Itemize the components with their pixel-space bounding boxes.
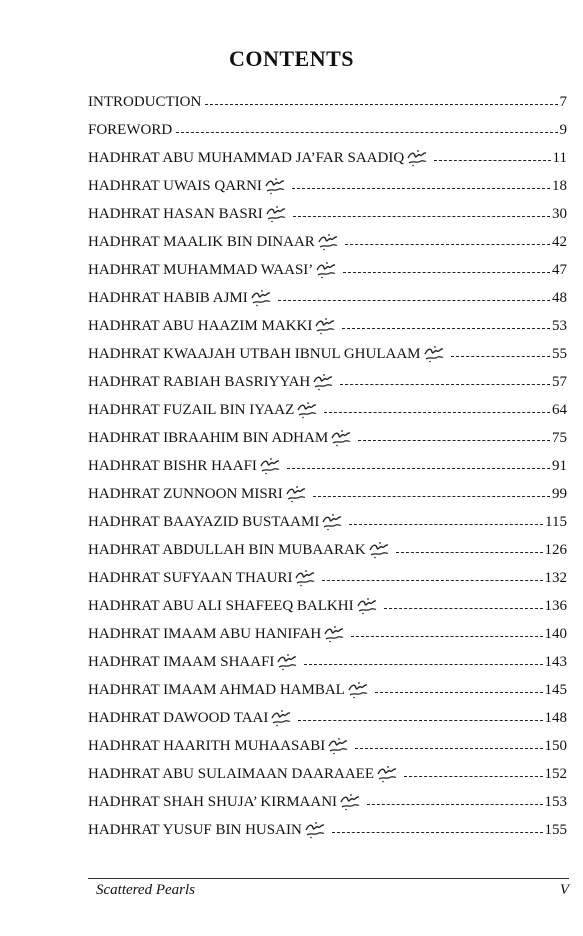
toc-page-number: 57 (552, 373, 567, 390)
dot-leader (404, 776, 543, 777)
dot-leader (345, 244, 550, 245)
dot-leader (313, 496, 550, 497)
toc-entry (88, 256, 567, 284)
toc-entry-title: HADHRAT DAWOOD TAAI (88, 709, 269, 726)
toc-page-number: 115 (545, 513, 567, 530)
toc-entry (88, 116, 567, 144)
footer-book-title: Scattered Pearls (96, 882, 196, 898)
toc-page-number: 150 (544, 737, 567, 754)
toc-page-number: 11 (552, 149, 567, 166)
toc-entry (88, 312, 567, 340)
toc-page-number: 9 (559, 121, 567, 138)
dot-leader (293, 216, 550, 217)
honorific-calligraphy-icon (356, 597, 378, 615)
toc-entry-title: HADHRAT MUHAMMAD WAASI’ (88, 261, 314, 278)
dot-leader (298, 720, 542, 721)
toc-entry-title: HADHRAT HAARITH MUHAASABI (88, 737, 326, 754)
honorific-calligraphy-icon (323, 625, 345, 643)
toc-page-number: 7 (559, 93, 567, 110)
toc-entry-title: HADHRAT RABIAH BASRIYYAH (88, 373, 311, 390)
toc-page-number: 75 (552, 429, 567, 446)
toc-entry (88, 396, 567, 424)
dot-leader (343, 272, 550, 273)
toc-page-number: 48 (552, 289, 567, 306)
toc-entry-title: HADHRAT UWAIS QARNI (88, 177, 262, 194)
toc-entry (88, 788, 567, 816)
toc-entry (88, 648, 567, 676)
honorific-calligraphy-icon (314, 317, 336, 335)
toc-entry-title: HADHRAT ABDULLAH BIN MUBAARAK (88, 541, 366, 558)
toc-entry (88, 816, 567, 844)
dot-leader (292, 188, 550, 189)
toc-page-number: 91 (552, 457, 567, 474)
toc-entry-title: HADHRAT KWAAJAH UTBAH IBNUL GHULAAM (88, 345, 421, 362)
honorific-calligraphy-icon (270, 709, 292, 727)
toc-entry-title: HADHRAT IMAAM AHMAD HAMBAL (88, 681, 345, 698)
toc-entry-title: HADHRAT ZUNNOON MISRI (88, 485, 283, 502)
dot-leader (205, 104, 557, 105)
honorific-calligraphy-icon (339, 793, 361, 811)
table-of-contents (88, 88, 567, 844)
toc-entry-title: HADHRAT IMAAM SHAAFI (88, 653, 275, 670)
dot-leader (322, 580, 542, 581)
honorific-calligraphy-icon (285, 485, 307, 503)
dot-leader (434, 160, 550, 161)
honorific-calligraphy-icon (264, 177, 286, 195)
honorific-calligraphy-icon (423, 345, 445, 363)
toc-entry (88, 676, 567, 704)
honorific-calligraphy-icon (265, 205, 287, 223)
toc-entry-title: HADHRAT FUZAIL BIN IYAAZ (88, 401, 295, 418)
toc-entry-title: HADHRAT YUSUF BIN HUSAIN (88, 821, 302, 838)
honorific-calligraphy-icon (250, 289, 272, 307)
dot-leader (396, 552, 543, 553)
toc-entry (88, 704, 567, 732)
honorific-calligraphy-icon (376, 765, 398, 783)
honorific-calligraphy-icon (321, 513, 343, 531)
honorific-calligraphy-icon (330, 429, 352, 447)
dot-leader (304, 664, 542, 665)
dot-leader (176, 132, 557, 133)
dot-leader (384, 608, 543, 609)
footer-divider (88, 878, 569, 879)
footer-page-numeral: V (559, 882, 569, 898)
honorific-calligraphy-icon (368, 541, 390, 559)
toc-entry (88, 144, 567, 172)
toc-entry-title: HADHRAT ABU SULAIMAAN DAARAAEE (88, 765, 374, 782)
toc-page-number: 132 (544, 569, 567, 586)
honorific-calligraphy-icon (276, 653, 298, 671)
dot-leader (375, 692, 543, 693)
toc-entry-title: FOREWORD (88, 121, 173, 138)
toc-entry (88, 480, 567, 508)
toc-entry (88, 452, 567, 480)
toc-page-number: 30 (552, 205, 567, 222)
dot-leader (367, 804, 542, 805)
dot-leader (342, 328, 550, 329)
toc-entry (88, 508, 567, 536)
dot-leader (355, 748, 542, 749)
honorific-calligraphy-icon (315, 261, 337, 279)
toc-page-number: 53 (552, 317, 567, 334)
toc-page-number: 145 (544, 681, 567, 698)
toc-entry-title: HADHRAT BAAYAZID BUSTAAMI (88, 513, 320, 530)
toc-entry-title: HADHRAT HABIB AJMI (88, 289, 248, 306)
toc-entry-title: HADHRAT ABU HAAZIM MAKKI (88, 317, 313, 334)
honorific-calligraphy-icon (317, 233, 339, 251)
toc-page-number: 153 (544, 793, 567, 810)
dot-leader (451, 356, 551, 357)
dot-leader (324, 412, 550, 413)
dot-leader (287, 468, 550, 469)
toc-entry (88, 620, 567, 648)
honorific-calligraphy-icon (304, 821, 326, 839)
toc-entry (88, 732, 567, 760)
toc-entry-title: HADHRAT ABU MUHAMMAD JA’FAR SAADIQ (88, 149, 405, 166)
dot-leader (340, 384, 550, 385)
toc-entry-title: HADHRAT IMAAM ABU HANIFAH (88, 625, 322, 642)
honorific-calligraphy-icon (294, 569, 316, 587)
dot-leader (351, 636, 542, 637)
toc-page-number: 55 (552, 345, 567, 362)
toc-entry (88, 536, 567, 564)
toc-entry (88, 760, 567, 788)
honorific-calligraphy-icon (312, 373, 334, 391)
honorific-calligraphy-icon (296, 401, 318, 419)
toc-page-number: 143 (544, 653, 567, 670)
toc-entry-title: HADHRAT HASAN BASRI (88, 205, 263, 222)
toc-entry (88, 284, 567, 312)
toc-page-number: 126 (544, 541, 567, 558)
toc-entry (88, 228, 567, 256)
toc-page-number: 99 (552, 485, 567, 502)
toc-entry (88, 172, 567, 200)
honorific-calligraphy-icon (327, 737, 349, 755)
toc-entry-title: HADHRAT BISHR HAAFI (88, 457, 257, 474)
toc-page-number: 47 (552, 261, 567, 278)
toc-page-number: 155 (544, 821, 567, 838)
toc-entry (88, 340, 567, 368)
dot-leader (332, 832, 543, 833)
toc-entry-title: HADHRAT SHAH SHUJA’ KIRMAANI (88, 793, 338, 810)
toc-entry-title: HADHRAT IBRAAHIM BIN ADHAM (88, 429, 329, 446)
toc-entry (88, 88, 567, 116)
honorific-calligraphy-icon (259, 457, 281, 475)
toc-entry (88, 200, 567, 228)
page-title: CONTENTS (228, 46, 355, 71)
toc-entry-title: INTRODUCTION (88, 93, 202, 110)
toc-page-number: 18 (552, 177, 567, 194)
toc-page-number: 152 (544, 765, 567, 782)
toc-page-number: 148 (544, 709, 567, 726)
dot-leader (349, 524, 543, 525)
honorific-calligraphy-icon (406, 149, 428, 167)
toc-entry (88, 368, 567, 396)
toc-entry (88, 424, 567, 452)
toc-entry (88, 592, 567, 620)
toc-entry-title: HADHRAT MAALIK BIN DINAAR (88, 233, 315, 250)
dot-leader (358, 440, 550, 441)
toc-entry-title: HADHRAT SUFYAAN THAURI (88, 569, 293, 586)
toc-page-number: 136 (544, 597, 567, 614)
toc-page-number: 42 (552, 233, 567, 250)
dot-leader (278, 300, 550, 301)
toc-page-number: 64 (552, 401, 567, 418)
toc-entry-title: HADHRAT ABU ALI SHAFEEQ BALKHI (88, 597, 354, 614)
toc-page-number: 140 (544, 625, 567, 642)
toc-entry (88, 564, 567, 592)
honorific-calligraphy-icon (347, 681, 369, 699)
